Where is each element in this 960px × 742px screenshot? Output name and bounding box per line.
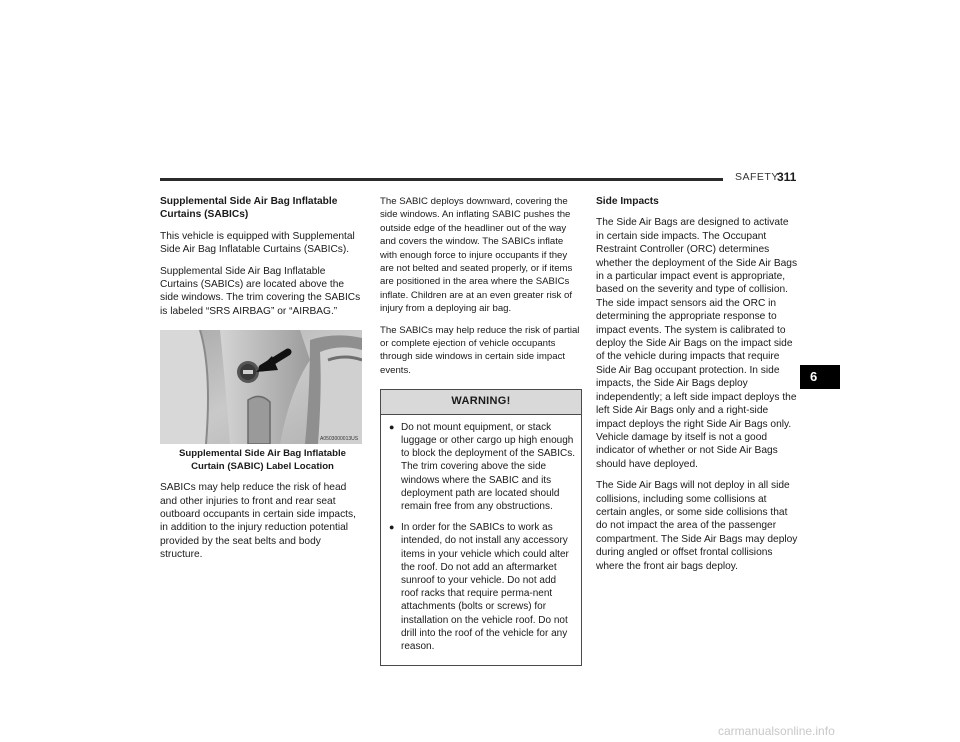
paragraph: The SABICs may help reduce the risk of partial or complete ejection of vehicle occupants through side windows in certain side impact events. (380, 324, 580, 376)
column-1 (160, 195, 365, 570)
warning-item (389, 521, 575, 653)
paragraph: The Side Air Bags will not deploy in all side collisions, including some collisions at certain angles, or some side collisions that do not impact the area of the passenger compartment. The Side Air Bags may deploy during angled or offset frontal collisions where the front air bags deploy. (596, 480, 798, 572)
bullet-icon: ● (389, 421, 395, 432)
section-heading: Side Impacts (596, 196, 659, 207)
paragraph: The SABIC deploys downward, covering the side windows. An inflating SABIC pushes the outside edge of the headliner out of the way and covers the window. The SABICs inflate with enough force to injure occupants if they are not belted and seated properly, or if items are positioned in the area where the SABICs inflate. Children are at an even greater risk of injury from a deploying air bag. (380, 196, 573, 315)
column-2 (380, 195, 582, 666)
image-code: A0503000013US (320, 436, 359, 443)
paragraph: The Side Air Bags are designed to activate in certain side impacts. The Occupant Restraint Controller (ORC) determines whether the deployment of the Side Air Bags in a particular impact event is appropriate, based on the severity and type of collision. The side impact sensors aid the ORC in determining the appropriate response to impact events. The system is calibrated to deploy the Side Air Bags on the impact side of the vehicle during impacts that require Side Air Bag occupant protection. In side impacts, the Side Air Bags deploy independently; a left side impact deploys the left Side Air Bags only and a right-side impact deploys the right Side Air Bags only. Vehicle damage by itself is not a good indicator of whether or not Side Air Bags should have deployed. (596, 217, 798, 470)
warning-list (381, 415, 581, 665)
paragraph: SABICs may help reduce the risk of head and other injuries to front and rear seat outboard occupants in certain side impacts, in addition to the injury reduction potential provided by the seat belts and body structure. (160, 482, 356, 561)
watermark: carmanualsonline.info (718, 724, 835, 738)
warning-item (389, 421, 575, 513)
column-3 (596, 195, 798, 581)
warning-title: WARNING! (381, 390, 581, 414)
figure-caption: Supplemental Side Air Bag Inflatable Curtain (SABIC) Label Location (178, 448, 347, 472)
header-section: SAFETY (735, 171, 779, 183)
chapter-tab: 6 (800, 365, 840, 389)
paragraph: Supplemental Side Air Bag Inflatable Curtains (SABICs) are located above the side windows. The trim covering the SABICs is labeled “SRS AIRBAG” or “AIRBAG.” (160, 265, 361, 317)
bullet-icon: ● (389, 522, 395, 533)
warning-item-text: In order for the SABICs to work as intended, do not install any accessory items in your vehicle which could alter the roof. Do not add an aftermarket sunroof to your vehicle. Do not add roof racks that require perma-nent attachments (bolts or screws) for installation on the vehicle roof. Do not drill into the roof of the vehicle for any reason. (401, 522, 569, 652)
warning-box (380, 389, 582, 666)
header-rule (160, 178, 723, 181)
sabic-label-illustration (160, 330, 362, 444)
page-number: 311 (777, 170, 797, 184)
section-heading: Supplemental Side Air Bag Inflatable Curtains (SABICs) (160, 196, 338, 221)
paragraph: This vehicle is equipped with Supplemental Side Air Bag Inflatable Curtains (SABICs). (160, 230, 355, 256)
sabic-label-photo (160, 330, 362, 444)
warning-item-text: Do not mount equipment, or stack luggage or other cargo up high enough to block the deployment of the SABICs. The trim covering above the side windows where the SABIC and its deployment path are located should remain free from any obstructions. (401, 421, 575, 512)
